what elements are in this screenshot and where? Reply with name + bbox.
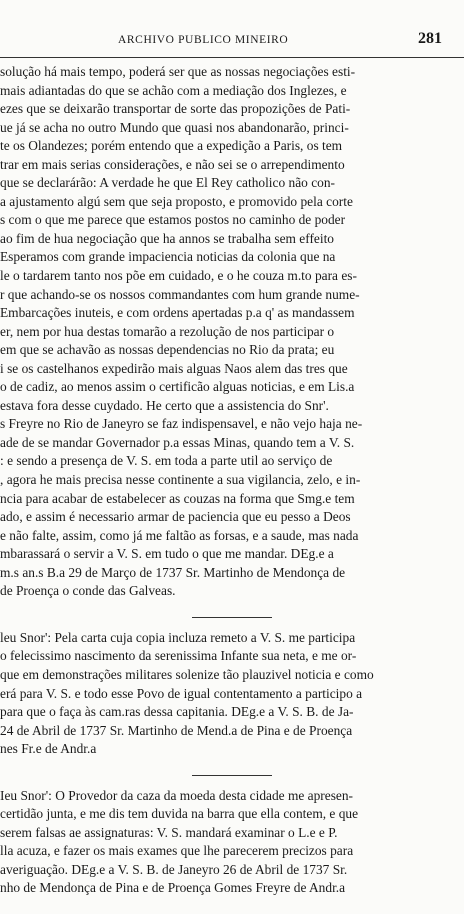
text-line: para que o faça às cam.ras dessa capitania. DEg.e a V. S. B. de Ja- (0, 704, 354, 720)
text-line: Embarcações inuteis, e com ordens apertadas p.a q' as mandassem (0, 305, 355, 321)
text-line: a ajustamento algú sem que seja proposto, e promovido pela corte (0, 193, 353, 209)
section-separator (192, 775, 272, 776)
header-rule (0, 57, 464, 58)
text-line: o felecissimo nascimento da serenissima Infante sua neta, e me or- (0, 648, 357, 664)
text-line: te os Olandezes; porém entendo que a expedição a Paris, os tem (0, 138, 343, 154)
text-line: r que achando-se os nossos commandantes com hum grande nume- (0, 286, 360, 302)
text-line: s com o que me parece que estamos postos no caminho de poder (0, 212, 346, 228)
text-line: certidão junta, e me dis tem duvida na barra que ella contem, e que (0, 806, 359, 822)
text-line: Ieu Snor': O Provedor da caza da moeda desta cidade me apresen- (0, 787, 354, 803)
body-text (0, 63, 464, 898)
text-line: averiguação. DEg.e a V. S. B. de Janeyro 26 de Abril de 1737 Sr. (0, 861, 348, 877)
text-line: ncia para acabar de estabelecer as couzas na forma que Smg.e tem (0, 490, 355, 506)
text-line: estava fora desse cuydado. He certo que a assistencia do Snr'. (0, 397, 329, 413)
text-line: serem falsas ae assignaturas: V. S. mandará examinar o L.e e P. (0, 824, 338, 840)
text-line: le o tardarem tanto nos põe em cuidado, e o he couza m.to para es- (0, 268, 357, 284)
text-line: nho de Mendonça de Pina e de Proença Gomes Freyre de Andr.a (0, 880, 346, 896)
letter-paragraph-1 (0, 63, 464, 601)
text-line: lla acuza, e fazer os mais exames que lhe parecerem precizos para (0, 843, 354, 859)
text-line: o de cadiz, ao menos assim o certificão alguas noticias, e em Lis.a (0, 379, 355, 395)
text-line: ue já se acha no outro Mundo que quasi nos abandonarão, princi- (0, 119, 349, 135)
text-line: ado, e assim é necessario armar de paciencia que eu pesso a Deos (0, 509, 351, 525)
letter-paragraph-3 (0, 787, 464, 898)
text-line: em que se achavão as nossas dependencias no Rio da prata; eu (0, 342, 335, 358)
text-line: ao fim de hua negociação que ha annos se trabalha sem effeito (0, 230, 335, 246)
running-title: ARCHIVO PUBLICO MINEIRO (118, 34, 289, 46)
page-number: 281 (418, 30, 442, 47)
page-header (0, 26, 464, 56)
text-line: nes Fr.e de Andr.a (0, 741, 97, 757)
text-line: que em demonstrações militares solenize tão plauzivel noticia e como (0, 666, 374, 682)
text-line: , agora he mais precisa nesse continente a sua vigilancia, zelo, e in- (0, 472, 361, 488)
text-line: trar em mais serias considerações, e não sei se o arrependimento (0, 156, 345, 172)
text-line: : e sendo a presença de V. S. em toda a parte util ao serviço de (0, 453, 333, 469)
text-line: s Freyre no Rio de Janeyro se faz indispensavel, e não vejo haja ne- (0, 416, 363, 432)
text-line: ezes que se deixarão transportar de sorte das propozições de Pati- (0, 101, 351, 117)
text-line: er, nem por hua destas tomarão a rezolução de nos participar o (0, 323, 335, 339)
text-line: de Proença o conde das Galveas. (0, 583, 176, 599)
text-line: mais adiantadas do que se achão com a mediação dos Inglezes, e (0, 82, 347, 98)
text-line: 24 de Abril de 1737 Sr. Martinho de Mend.a de Pina e de Proença (0, 722, 353, 738)
text-line: i se os castelhanos expedirão mais alguas Naos alem das tres que (0, 360, 348, 376)
text-line: e não falte, assim, como já me faltão as forsas, e a saude, mas nada (0, 527, 359, 543)
text-line: erá para V. S. e todo esse Povo de igual contentamento a participo a (0, 685, 363, 701)
text-line: m.s an.s B.a 29 de Março de 1737 Sr. Martinho de Mendonça de (0, 564, 346, 580)
text-line: leu Snor': Pela carta cuja copia incluza remeto a V. S. me participa (0, 629, 356, 645)
text-line: solução há mais tempo, poderá ser que as nossas negociações esti- (0, 64, 356, 79)
letter-paragraph-2 (0, 629, 464, 759)
text-line: mbarassará o servir a V. S. em tudo o que me mandar. DEg.e a (0, 546, 334, 562)
text-line: que se declarárão: A verdade he que El Rey catholico não con- (0, 175, 335, 191)
text-line: Esperamos com grande impaciencia noticias da colonia que na (0, 249, 336, 265)
text-line: ade de se mandar Governador p.a essas Minas, quando tem a V. S. (0, 434, 355, 450)
section-separator (192, 617, 272, 618)
